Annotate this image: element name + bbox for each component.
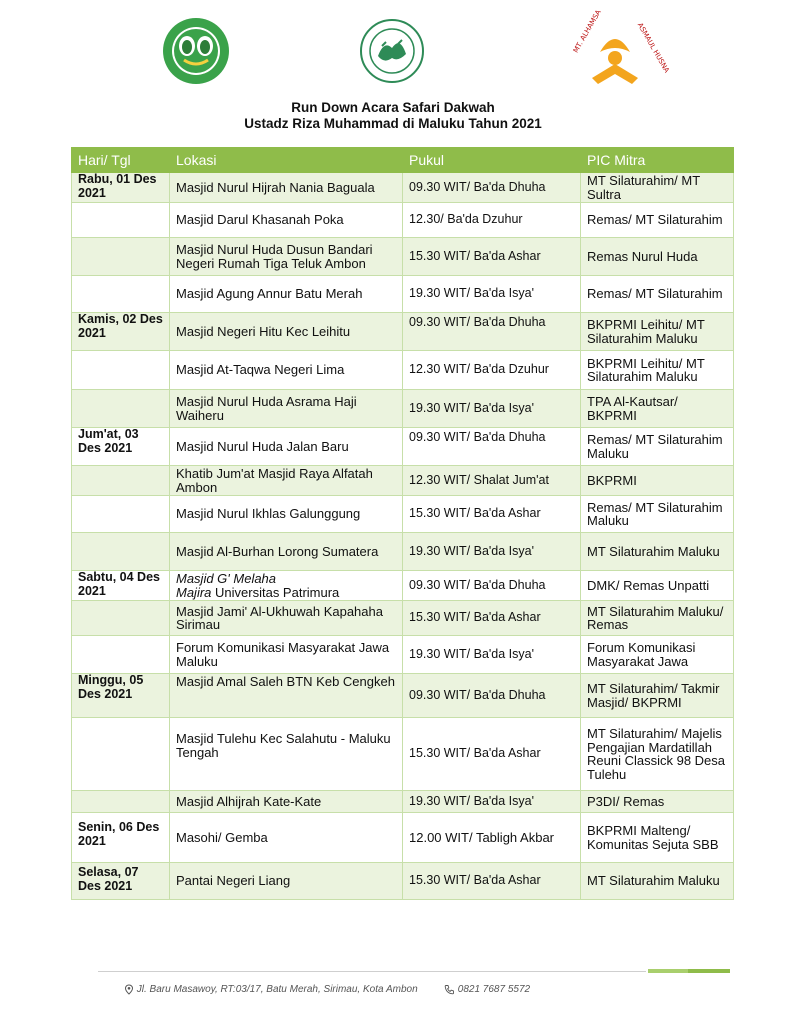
location-cell: Masjid Al-Burhan Lorong Sumatera [170, 533, 403, 571]
time-cell: 19.30 WIT/ Ba'da Isya' [403, 390, 581, 428]
day-cell [72, 496, 170, 533]
day-cell: Kamis, 02 Des 2021 [72, 313, 170, 351]
time-cell: 09.30 WIT/ Ba'da Dhuha [403, 173, 581, 203]
svg-text:MT. ALHAMSA: MT. ALHAMSA [571, 8, 603, 55]
table-row [72, 718, 734, 791]
location-cell: Masjid Negeri Hitu Kec Leihitu [170, 313, 403, 351]
time-cell: 09.30 WIT/ Ba'da Dhuha [403, 313, 581, 351]
table-row [72, 203, 734, 238]
location-cell: Masjid Tulehu Kec Salahutu - Maluku Tengah [170, 718, 403, 791]
day-cell [72, 351, 170, 390]
location-cell: Masjid Darul Khasanah Poka [170, 203, 403, 238]
majelis-taklim-logo [156, 16, 236, 86]
time-cell: 15.30 WIT/ Ba'da Ashar [403, 496, 581, 533]
table-row [72, 571, 734, 601]
table-header-row [72, 148, 734, 173]
time-cell: 09.30 WIT/ Ba'da Dhuha [403, 674, 581, 718]
footer [124, 984, 531, 995]
footer-phone [444, 984, 530, 995]
location-cell: Masjid At-Taqwa Negeri Lima [170, 351, 403, 390]
alhamsa-asmaul-husna-logo [570, 8, 671, 88]
title-line-2: Ustadz Riza Muhammad di Maluku Tahun 2021 [244, 116, 542, 131]
table-row [72, 173, 734, 203]
table-row [72, 533, 734, 571]
day-cell [72, 466, 170, 496]
document-title [0, 100, 786, 132]
day-cell [72, 636, 170, 674]
location-rest: Universitas Patrimura [211, 584, 340, 600]
pic-cell: MT Silaturahim Maluku [581, 863, 734, 900]
bkprmi-emblem-logo [352, 18, 432, 84]
table-row [72, 601, 734, 636]
time-cell: 19.30 WIT/ Ba'da Isya' [403, 276, 581, 313]
location-cell: Masjid Agung Annur Batu Merah [170, 276, 403, 313]
pic-cell: BKPRMI Leihitu/ MT Silaturahim Maluku [581, 313, 734, 351]
svg-text:ASMAUL HUSNA: ASMAUL HUSNA [635, 21, 671, 75]
footer-phone-text: 0821 7687 5572 [457, 984, 531, 995]
pic-cell: Remas/ MT Silaturahim Maluku [581, 428, 734, 466]
pic-cell: MT Silaturahim Maluku [581, 533, 734, 571]
location-cell: Masjid Nurul Huda Jalan Baru [170, 428, 403, 466]
table-row [72, 496, 734, 533]
day-cell: Selasa, 07 Des 2021 [72, 863, 170, 900]
location-cell: Masjid Nurul Hijrah Nania Baguala [170, 173, 403, 203]
time-cell: 09.30 WIT/ Ba'da Dhuha [403, 428, 581, 466]
location-cell: Masjid Jami' Al-Ukhuwah Kapahaha Sirimau [170, 601, 403, 636]
table-row [72, 390, 734, 428]
footer-address-text: Jl. Baru Masawoy, RT:03/17, Batu Merah, Sirimau, Kota Ambon [136, 984, 418, 995]
pic-cell: DMK/ Remas Unpatti [581, 571, 734, 601]
pic-cell: Remas/ MT Silaturahim [581, 203, 734, 238]
logo-row [0, 8, 768, 86]
title-line-1: Run Down Acara Safari Dakwah [291, 100, 495, 115]
time-cell: 09.30 WIT/ Ba'da Dhuha [403, 571, 581, 601]
pic-cell: BKPRMI [581, 466, 734, 496]
time-cell: 12.00 WIT/ Tabligh Akbar [403, 813, 581, 863]
location-cell: Masjid Nurul Ikhlas Galunggung [170, 496, 403, 533]
table-row [72, 276, 734, 313]
location-cell: Forum Komunikasi Masyarakat Jawa Maluku [170, 636, 403, 674]
time-cell: 15.30 WIT/ Ba'da Ashar [403, 863, 581, 900]
day-cell: Minggu, 05 Des 2021 [72, 674, 170, 718]
location-cell: Pantai Negeri Liang [170, 863, 403, 900]
day-cell [72, 533, 170, 571]
table-row [72, 791, 734, 813]
location-cell: Masjid Nurul Huda Asrama Haji Waiheru [170, 390, 403, 428]
table-row [72, 863, 734, 900]
day-cell: Rabu, 01 Des 2021 [72, 173, 170, 203]
header-location: Lokasi [170, 148, 403, 173]
footer-divider [98, 971, 646, 972]
footer-address [124, 984, 418, 995]
time-cell: 12.30 WIT/ Ba'da Dzuhur [403, 351, 581, 390]
table-row [72, 636, 734, 674]
time-cell: 19.30 WIT/ Ba'da Isya' [403, 636, 581, 674]
table-row [72, 813, 734, 863]
day-cell [72, 718, 170, 791]
location-italic-1: Masjid G' Melaha [176, 571, 277, 586]
pic-cell: MT Silaturahim/ Majelis Pengajian Mardatillah Reuni Classick 98 Desa Tulehu [581, 718, 734, 791]
location-cell: Masjid Amal Saleh BTN Keb Cengkeh [170, 674, 403, 718]
table-row [72, 238, 734, 276]
time-cell: 12.30/ Ba'da Dzuhur [403, 203, 581, 238]
table-row [72, 313, 734, 351]
table-row [72, 466, 734, 496]
header-day: Hari/ Tgl [72, 148, 170, 173]
pic-cell: MT Silaturahim/ MT Sultra [581, 173, 734, 203]
day-cell [72, 791, 170, 813]
pic-cell: MT Silaturahim/ Takmir Masjid/ BKPRMI [581, 674, 734, 718]
pic-cell: TPA Al-Kautsar/ BKPRMI [581, 390, 734, 428]
footer-accent-bar-light [648, 969, 688, 973]
location-cell [170, 571, 403, 601]
location-cell: Masjid Nurul Huda Dusun Bandari Negeri Rumah Tiga Teluk Ambon [170, 238, 403, 276]
time-cell: 19.30 WIT/ Ba'da Isya' [403, 791, 581, 813]
location-cell: Masohi/ Gemba [170, 813, 403, 863]
pic-cell: Remas Nurul Huda [581, 238, 734, 276]
pic-cell: BKPRMI Leihitu/ MT Silaturahim Maluku [581, 351, 734, 390]
pic-cell: Forum Komunikasi Masyarakat Jawa [581, 636, 734, 674]
header-time: Pukul [403, 148, 581, 173]
pic-cell: P3DI/ Remas [581, 791, 734, 813]
phone-icon [444, 984, 455, 995]
location-cell: Masjid Alhijrah Kate-Kate [170, 791, 403, 813]
time-cell: 15.30 WIT/ Ba'da Ashar [403, 718, 581, 791]
day-cell [72, 238, 170, 276]
time-cell: 15.30 WIT/ Ba'da Ashar [403, 238, 581, 276]
map-pin-icon [124, 984, 134, 995]
day-cell: Sabtu, 04 Des 2021 [72, 571, 170, 601]
day-cell [72, 390, 170, 428]
table-row [72, 674, 734, 718]
table-row [72, 428, 734, 466]
time-cell: 19.30 WIT/ Ba'da Isya' [403, 533, 581, 571]
location-italic-2: Majira [176, 584, 212, 600]
time-cell: 12.30 WIT/ Shalat Jum'at [403, 466, 581, 496]
day-cell: Senin, 06 Des 2021 [72, 813, 170, 863]
pic-cell: Remas/ MT Silaturahim Maluku [581, 496, 734, 533]
day-cell: Jum'at, 03 Des 2021 [72, 428, 170, 466]
table-row [72, 351, 734, 390]
header-pic: PIC Mitra [581, 148, 734, 173]
pic-cell: Remas/ MT Silaturahim [581, 276, 734, 313]
location-cell: Khatib Jum'at Masjid Raya Alfatah Ambon [170, 466, 403, 496]
day-cell [72, 276, 170, 313]
schedule-table [71, 147, 734, 900]
day-cell [72, 601, 170, 636]
pic-cell: MT Silaturahim Maluku/ Remas [581, 601, 734, 636]
pic-cell: BKPRMI Malteng/ Komunitas Sejuta SBB [581, 813, 734, 863]
day-cell [72, 203, 170, 238]
time-cell: 15.30 WIT/ Ba'da Ashar [403, 601, 581, 636]
